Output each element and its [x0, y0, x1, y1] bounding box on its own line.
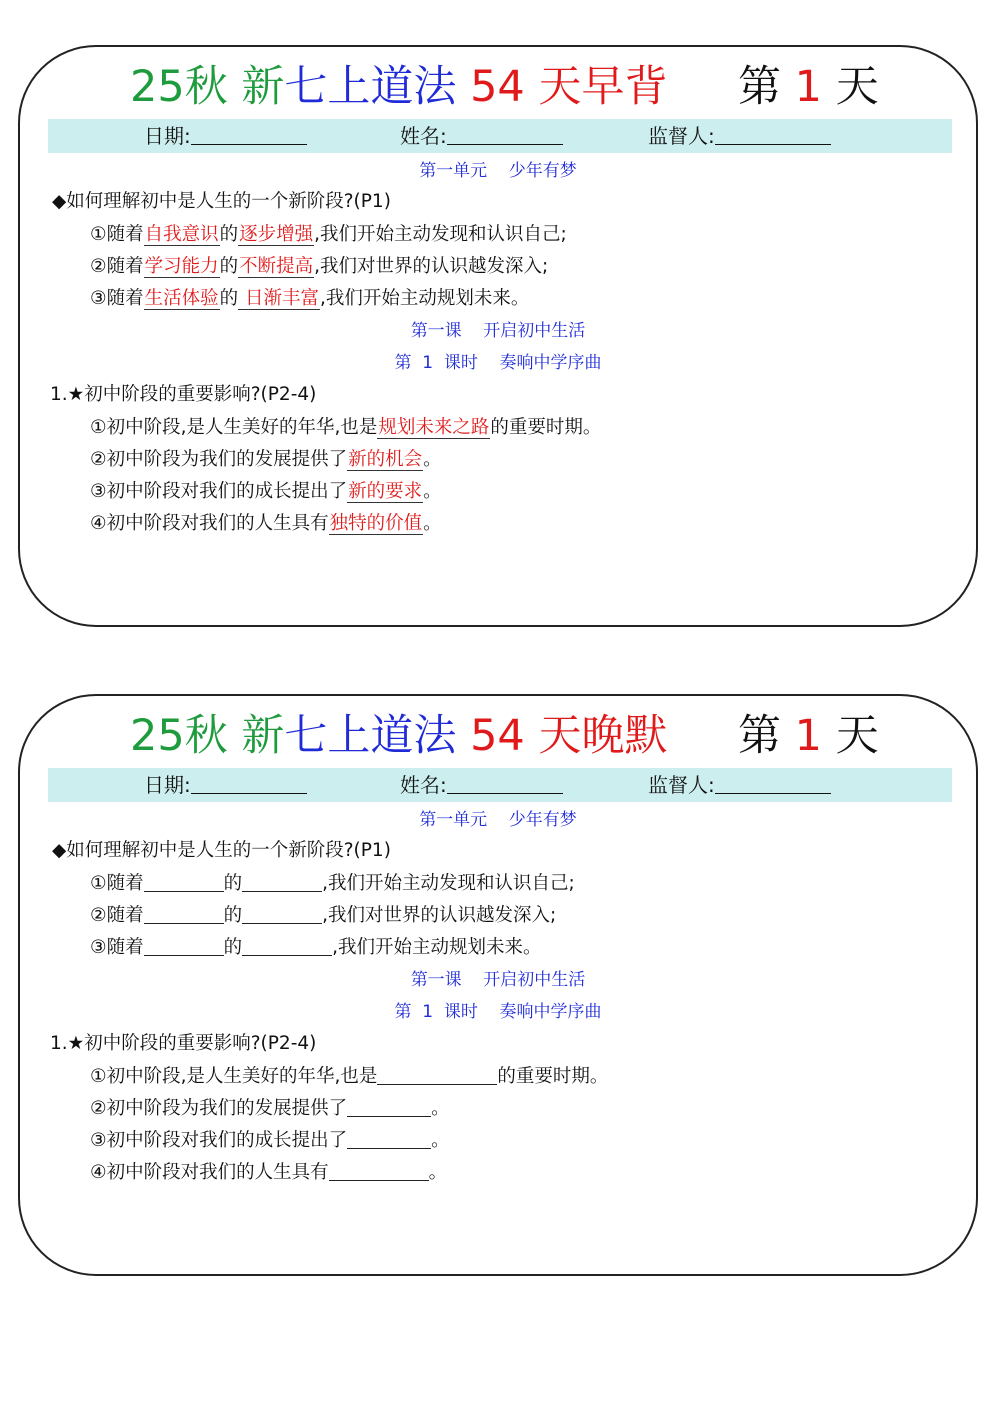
q2-item: ②初中阶段为我们的发展提供了 。: [90, 1098, 450, 1119]
period-heading: 第 1 课时 奏响中学序曲: [394, 353, 602, 373]
q2-item: ①初中阶段,是人生美好的年华,也是 的重要时期。: [90, 1066, 609, 1087]
answer: 新的机会: [348, 449, 423, 470]
answer: 新的要求: [348, 481, 423, 502]
fill-blank[interactable]: [144, 935, 224, 956]
card-title: [20, 708, 976, 764]
fill-blank[interactable]: [144, 903, 224, 924]
fill-blank[interactable]: [242, 871, 322, 892]
answer: 规划未来之路: [378, 417, 490, 438]
fill-blank[interactable]: [242, 903, 322, 924]
fill-blank[interactable]: [377, 1064, 497, 1085]
answer: 不断提高: [239, 256, 314, 277]
info-bar: [48, 768, 952, 802]
day-number: 1: [794, 711, 823, 761]
q2-item: ②初中阶段为我们的发展提供了新的机会。: [90, 449, 442, 470]
supervisor-field[interactable]: 监督人:: [648, 119, 831, 153]
q2-item: ④初中阶段对我们的人生具有独特的价值。: [90, 513, 442, 534]
title-mode: 天早背: [538, 62, 668, 112]
fill-blank[interactable]: [347, 1096, 431, 1117]
q1-item: ②随着 的 ,我们对世界的认识越发深入;: [90, 905, 557, 926]
fill-blank[interactable]: [242, 935, 332, 956]
day-number: 1: [794, 62, 823, 112]
q2-item: ④初中阶段对我们的人生具有 。: [90, 1162, 448, 1183]
question-2-prompt: 1.★初中阶段的重要影响?(P2-4): [50, 1033, 317, 1054]
q1-item: ①随着自我意识的逐步增强,我们开始主动发现和认识自己;: [90, 224, 567, 245]
title-grade: 七上道法: [284, 711, 457, 761]
title-year: 25秋: [130, 62, 228, 112]
name-field[interactable]: 姓名:: [400, 768, 563, 802]
question-1-prompt: ◆如何理解初中是人生的一个新阶段?(P1): [52, 840, 391, 861]
title-day: 第 1 天: [738, 62, 879, 112]
answer: 自我意识: [144, 224, 219, 245]
fill-blank[interactable]: [144, 871, 224, 892]
date-field[interactable]: 日期:: [144, 768, 307, 802]
q2-item: ①初中阶段,是人生美好的年华,也是规划未来之路的重要时期。: [90, 417, 602, 438]
q1-item: ③随着 的 ,我们开始主动规划未来。: [90, 937, 542, 958]
answer: 独特的价值: [329, 513, 423, 534]
title-grade-prefix: 新: [241, 62, 285, 112]
supervisor-field[interactable]: 监督人:: [648, 768, 831, 802]
answer: 学习能力: [144, 256, 219, 277]
name-field[interactable]: 姓名:: [400, 119, 563, 153]
period-heading: 第 1 课时 奏响中学序曲: [394, 1002, 602, 1022]
card-title: [20, 59, 976, 115]
title-grade: 七上道法: [284, 62, 457, 112]
lesson-heading: 第一课 开启初中生活: [410, 321, 586, 341]
title-day: 第 1 天: [738, 711, 879, 761]
question-1-prompt: ◆如何理解初中是人生的一个新阶段?(P1): [52, 191, 391, 212]
answer: 生活体验: [144, 288, 219, 309]
morning-recite-card: [18, 45, 978, 627]
title-year: 25秋: [130, 711, 228, 761]
evening-dictation-card: [18, 694, 978, 1276]
q1-item: ①随着 的 ,我们开始主动发现和认识自己;: [90, 873, 575, 894]
title-grade-prefix: 新: [241, 711, 285, 761]
unit-heading: 第一单元 少年有梦: [419, 810, 577, 830]
title-count: 54: [470, 711, 525, 761]
title-main: [130, 708, 667, 764]
q2-item: ③初中阶段对我们的成长提出了新的要求。: [90, 481, 442, 502]
q1-item: ②随着学习能力的不断提高,我们对世界的认识越发深入;: [90, 256, 549, 277]
answer: 日渐丰富: [239, 288, 320, 309]
q1-item: ③随着生活体验的 日渐丰富,我们开始主动规划未来。: [90, 288, 530, 309]
fill-blank[interactable]: [347, 1128, 431, 1149]
question-2-prompt: 1.★初中阶段的重要影响?(P2-4): [50, 384, 317, 405]
title-main: [130, 59, 667, 115]
info-bar: [48, 119, 952, 153]
title-mode: 天晚默: [538, 711, 668, 761]
lesson-heading: 第一课 开启初中生活: [410, 970, 586, 990]
answer: 逐步增强: [239, 224, 314, 245]
q2-item: ③初中阶段对我们的成长提出了 。: [90, 1130, 450, 1151]
date-field[interactable]: 日期:: [144, 119, 307, 153]
fill-blank[interactable]: [329, 1160, 429, 1181]
unit-heading: 第一单元 少年有梦: [419, 161, 577, 181]
title-count: 54: [470, 62, 525, 112]
